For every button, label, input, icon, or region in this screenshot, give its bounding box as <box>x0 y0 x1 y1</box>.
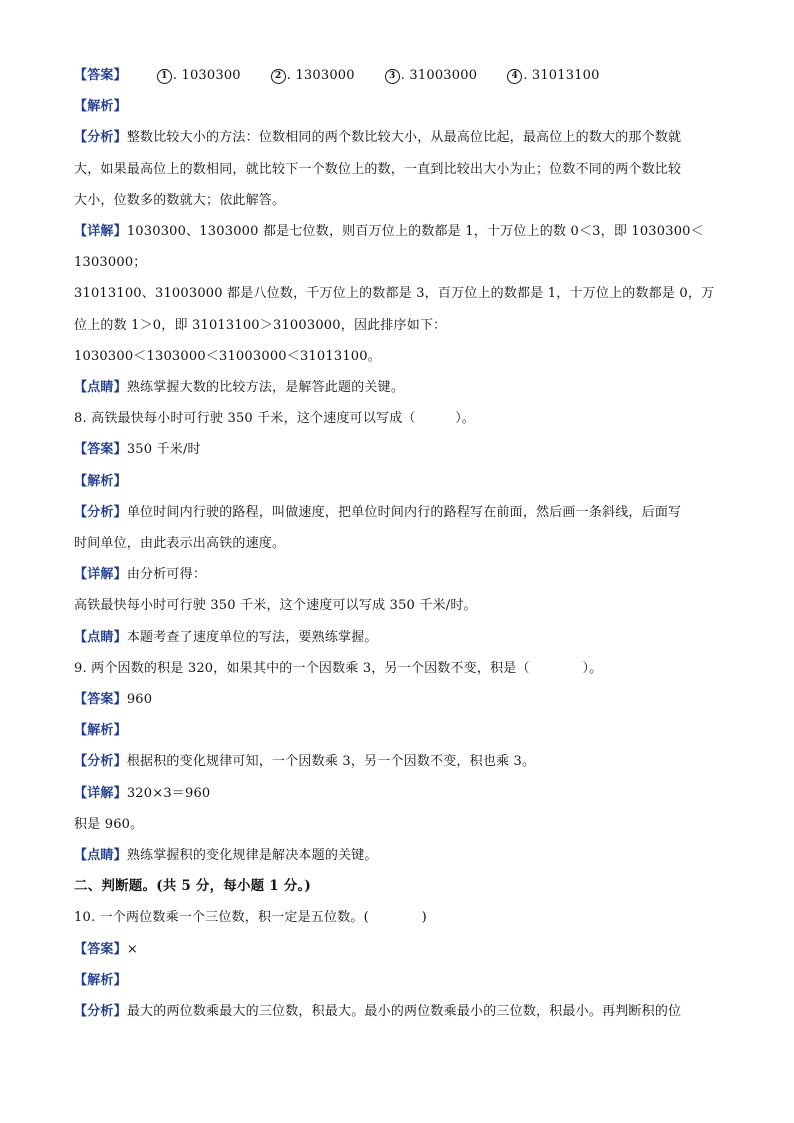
text-line <box>74 902 724 933</box>
label-tag: 【详解】 <box>74 567 127 583</box>
line-text: 10. 一个两位数乘一个三位数，积一定是五位数。( ) <box>74 910 427 926</box>
label-tag: 【分析】 <box>74 504 127 520</box>
text-line <box>74 185 724 216</box>
text-line <box>74 278 724 309</box>
text-line <box>74 60 724 91</box>
line-text: 最大的两位数乘最大的三位数，积最大。最小的两位数乘最小的三位数，积最小。再判断积的位 <box>126 1004 682 1020</box>
option-text: . 1030300 <box>172 68 241 83</box>
text-line <box>74 497 724 528</box>
line-text: 350 千米/时 <box>126 442 201 458</box>
text-line <box>74 996 724 1027</box>
text-line <box>74 528 724 559</box>
line-text: 大小，位数多的数就大；依此解答。 <box>74 192 286 208</box>
text-line <box>74 216 724 247</box>
text-line <box>74 622 724 653</box>
line-text: 1030300、1303000 都是七位数，则百万位上的数都是 1，十万位上的数 0＜3，即 1030300＜ <box>126 224 704 240</box>
label-tag: 【解析】 <box>74 723 127 739</box>
label-tag: 【答案】 <box>74 68 127 83</box>
line-text: 320×3＝960 <box>126 785 211 801</box>
label-tag: 【解析】 <box>74 473 127 489</box>
line-text: 时间单位，由此表示出高铁的速度。 <box>74 536 286 552</box>
text-line <box>74 653 724 684</box>
answer-option <box>507 68 599 83</box>
line-text: 单位时间内行驶的路程，叫做速度，把单位时间内行的路程写在前面，然后画一条斜线，后面写 <box>126 504 682 520</box>
label-tag: 【分析】 <box>74 130 127 146</box>
text-line <box>74 310 724 341</box>
text-line <box>74 372 724 403</box>
text-line <box>74 91 724 122</box>
text-line <box>74 778 724 809</box>
text-line <box>74 684 724 715</box>
line-text: 积是 960。 <box>74 816 144 832</box>
option-text: . 31003000 <box>400 68 478 83</box>
line-text: 根据积的变化规律可知，一个因数乘 3，另一个因数不变，积也乘 3。 <box>126 754 536 770</box>
answer-option <box>385 68 477 83</box>
line-text: 大，如果最高位上的数相同，就比较下一个数位上的数，一直到比较出大小为止；位数不同的两个数比较 <box>74 161 682 177</box>
line-text: 960 <box>126 692 153 708</box>
label-tag: 【分析】 <box>74 754 127 770</box>
line-text: 9. 两个因数的积是 320，如果其中的一个因数乘 3，另一个因数不变，积是（ ）。 <box>74 660 603 676</box>
label-tag: 【点睛】 <box>74 848 127 864</box>
text-line <box>74 154 724 185</box>
label-tag: 【详解】 <box>74 224 127 240</box>
line-text: 8. 高铁最快每小时可行驶 350 千米，这个速度可以写成（ ）。 <box>74 411 476 427</box>
line-text: 熟练掌握积的变化规律是解决本题的关键。 <box>126 848 378 864</box>
label-tag: 【答案】 <box>74 941 127 957</box>
label-tag: 【答案】 <box>74 692 127 708</box>
option-text: . 31013100 <box>523 68 600 83</box>
text-line <box>74 809 724 840</box>
line-text: 31013100、31003000 都是八位数，千万位上的数都是 3，百万位上的数都是 1，十万位上的数都是 0，万 <box>74 286 715 302</box>
text-line <box>74 559 724 590</box>
line-text: 1303000； <box>74 255 147 271</box>
line-text: × <box>126 941 138 957</box>
label-tag: 【详解】 <box>74 785 127 801</box>
answer-option <box>271 68 355 83</box>
line-text: 由分析可得： <box>126 567 207 583</box>
text-line <box>74 122 724 153</box>
line-text: 高铁最快每小时可行驶 350 千米，这个速度可以写成 350 千米/时。 <box>74 598 477 614</box>
text-line <box>74 403 724 434</box>
section-title <box>74 871 724 902</box>
label-tag: 【解析】 <box>74 972 127 988</box>
label-tag: 【答案】 <box>74 442 127 458</box>
option-text: . 1303000 <box>286 68 355 83</box>
circled-number-icon: 4 <box>507 69 522 84</box>
text-line <box>74 590 724 621</box>
text-line <box>74 934 724 965</box>
label-tag: 【分析】 <box>74 1004 127 1020</box>
line-text: 熟练掌握大数的比较方法，是解答此题的关键。 <box>126 380 405 396</box>
circled-number-icon: 1 <box>157 69 172 84</box>
line-text: 1030300＜1303000＜31003000＜31013100。 <box>74 348 381 364</box>
line-text: 本题考查了速度单位的写法，要熟练掌握。 <box>126 629 378 645</box>
text-line <box>74 746 724 777</box>
text-line <box>74 840 724 871</box>
label-tag: 【点睛】 <box>74 380 127 396</box>
line-text: 二、判断题。(共 5 分，每小题 1 分。) <box>74 878 312 895</box>
text-line <box>74 466 724 497</box>
circled-number-icon: 2 <box>271 69 286 84</box>
document-page <box>74 60 724 1027</box>
text-line <box>74 341 724 372</box>
answer-option <box>157 68 241 83</box>
text-line <box>74 434 724 465</box>
text-line <box>74 965 724 996</box>
label-tag: 【解析】 <box>74 99 127 115</box>
line-text: 位上的数 1＞0，即 31013100＞31003000，因此排序如下： <box>74 317 447 333</box>
circled-number-icon: 3 <box>385 69 400 84</box>
text-line <box>74 715 724 746</box>
text-line <box>74 247 724 278</box>
line-text: 整数比较大小的方法：位数相同的两个数比较大小，从最高位比起，最高位上的数大的那个数就 <box>126 130 682 146</box>
label-tag: 【点睛】 <box>74 629 127 645</box>
